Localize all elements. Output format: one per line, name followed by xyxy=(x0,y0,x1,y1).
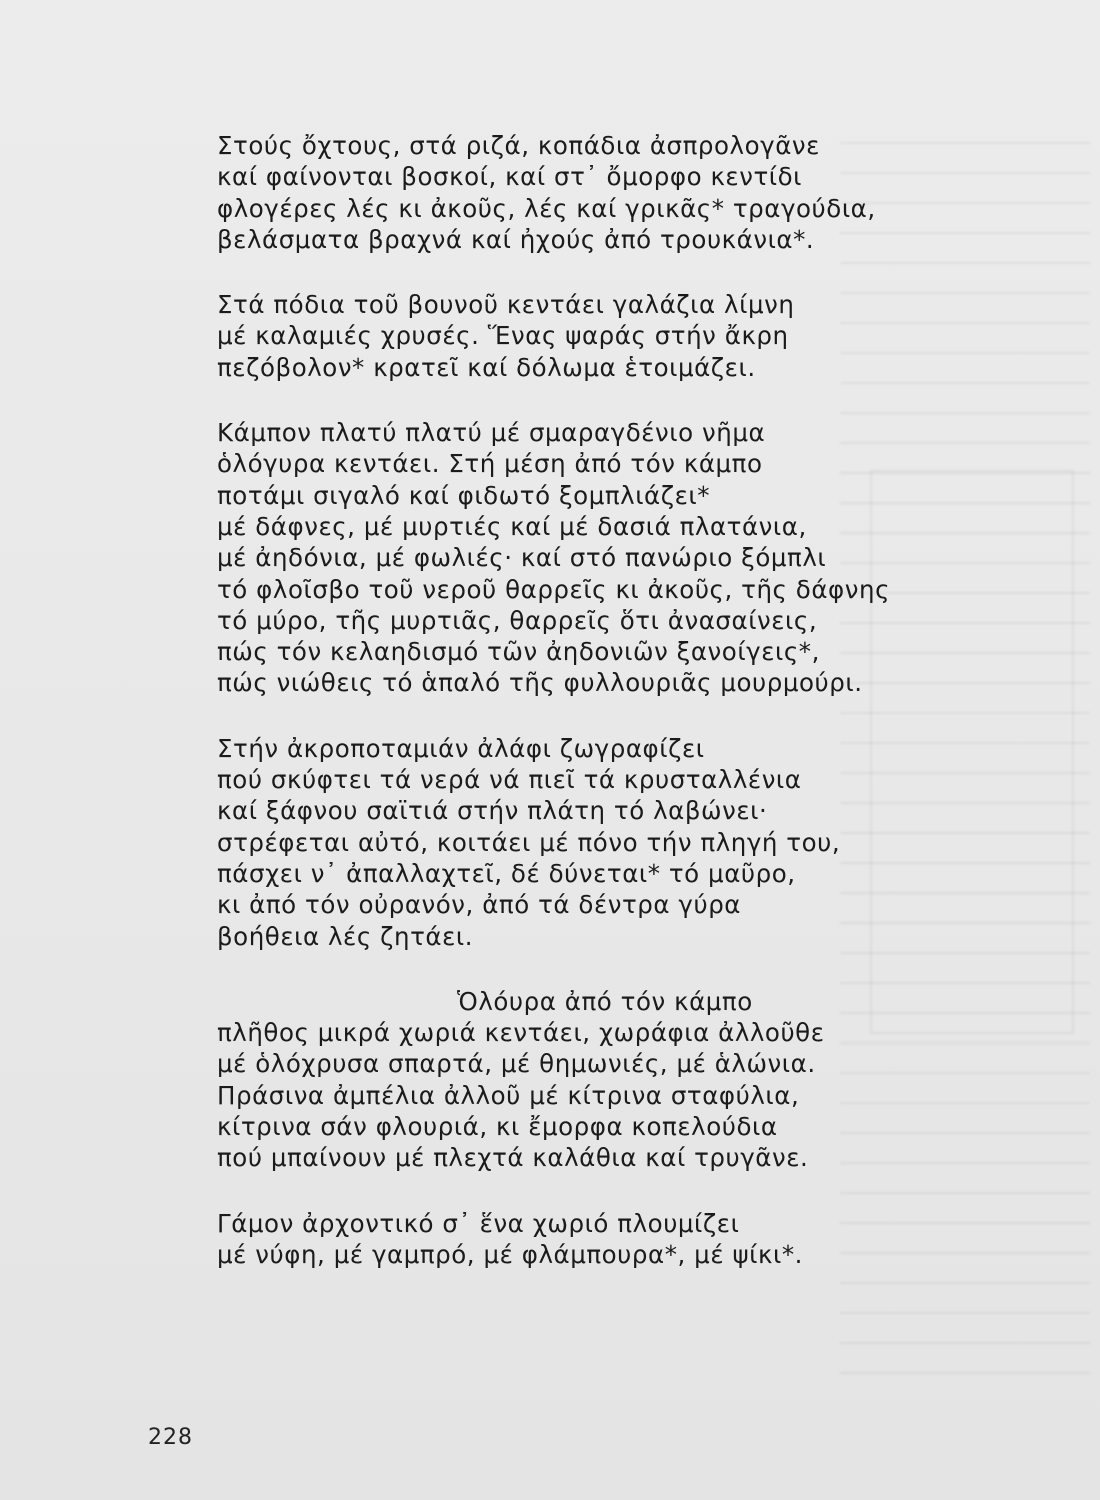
poem-line: καί ξάφνου σαϊτιά στήν πλάτη τό λαβώνει· xyxy=(217,796,768,826)
stanza-1 xyxy=(217,130,1017,255)
poem-line: τό φλοῖσβο τοῦ νεροῦ θαρρεῖς κι ἀκοῦς, τῆς δάφνης xyxy=(217,574,891,604)
poem-line: πλῆθος μικρά χωριά κεντάει, χωράφια ἀλλοῦθε xyxy=(217,1018,825,1048)
poem-line: μέ ὁλόχρυσα σπαρτά, μέ θημωνιές, μέ ἁλώνια. xyxy=(217,1049,816,1079)
stanza-2 xyxy=(217,289,1017,383)
poem-line: Πράσινα ἀμπέλια ἀλλοῦ μέ κίτρινα σταφύλια, xyxy=(217,1080,800,1110)
poem-line: Στήν ἀκροποταμιάν ἀλάφι ζωγραφίζει xyxy=(217,733,705,763)
poem-line: κι ἀπό τόν οὐρανόν, ἀπό τά δέντρα γύρα xyxy=(217,890,742,920)
poem-line: πάσχει ν᾽ ἀπαλλαχτεῖ, δέ δύνεται* τό μαῦρο, xyxy=(217,858,796,888)
stanza-3 xyxy=(217,417,1017,699)
poem-line: τό μύρο, τῆς μυρτιᾶς, θαρρεῖς ὅτι ἀνασαίνεις, xyxy=(217,605,818,635)
poem-line: πώς τόν κελαηδισμό τῶν ἀηδονιῶν ξανοίγεις*, xyxy=(217,637,820,667)
poem-body xyxy=(217,130,1017,1304)
stanza-4 xyxy=(217,733,1017,952)
poem-line: καί φαίνονται βοσκοί, καί στ᾽ ὄμορφο κεντίδι xyxy=(217,162,802,192)
poem-line: πού μπαίνουν μέ πλεχτά καλάθια καί τρυγᾶνε. xyxy=(217,1143,809,1173)
poem-line: βοήθεια λές ζητάει. xyxy=(217,921,474,951)
poem-line: μέ νύφη, μέ γαμπρό, μέ φλάμπουρα*, μέ ψίκι*. xyxy=(217,1239,803,1269)
poem-line: μέ καλαμιές χρυσές. Ἕνας ψαράς στήν ἄκρη xyxy=(217,321,789,351)
stanza-5 xyxy=(217,986,1017,1174)
poem-line: Κάμπον πλατύ πλατύ μέ σμαραγδένιο νῆμα xyxy=(217,418,766,448)
poem-line: ποτάμι σιγαλό καί φιδωτό ξομπλιάζει* xyxy=(217,480,711,510)
poem-line: βελάσματα βραχνά καί ἠχούς ἀπό τρουκάνια*. xyxy=(217,224,815,254)
stanza-6 xyxy=(217,1208,1017,1271)
poem-line: κίτρινα σάν φλουριά, κι ἔμορφα κοπελούδια xyxy=(217,1112,778,1142)
poem-line: Στούς ὄχτους, στά ριζά, κοπάδια ἀσπρολογᾶνε xyxy=(217,131,820,160)
poem-line: φλογέρες λές κι ἀκοῦς, λές καί γρικᾶς* τραγούδια, xyxy=(217,193,876,223)
poem-line: πεζόβολον* κρατεῖ καί δόλωμα ἑτοιμάζει. xyxy=(217,352,756,382)
poem-line: μέ δάφνες, μέ μυρτιές καί μέ δασιά πλατάνια, xyxy=(217,511,807,541)
poem-line: στρέφεται αὐτό, κοιτάει μέ πόνο τήν πληγή του, xyxy=(217,827,841,857)
poem-line: πώς νιώθεις τό ἁπαλό τῆς φυλλουριᾶς μουρμούρι. xyxy=(217,668,863,698)
poem-line-indented: Ὁλόυρα ἀπό τόν κάμπο xyxy=(457,986,753,1016)
poem-line: ὁλόγυρα κεντάει. Στή μέση ἀπό τόν κάμπο xyxy=(217,449,763,479)
poem-line: μέ ἀηδόνια, μέ φωλιές· καί στό πανώριο ξόμπλι xyxy=(217,543,827,573)
page-number: 228 xyxy=(148,1425,193,1450)
poem-line: Γάμον ἀρχοντικό σ᾽ ἕνα χωριό πλουμίζει xyxy=(217,1208,740,1238)
poem-line: πού σκύφτει τά νερά νά πιεῖ τά κρυσταλλένια xyxy=(217,765,802,795)
poem-line: Στά πόδια τοῦ βουνοῦ κεντάει γαλάζια λίμνη xyxy=(217,290,795,320)
